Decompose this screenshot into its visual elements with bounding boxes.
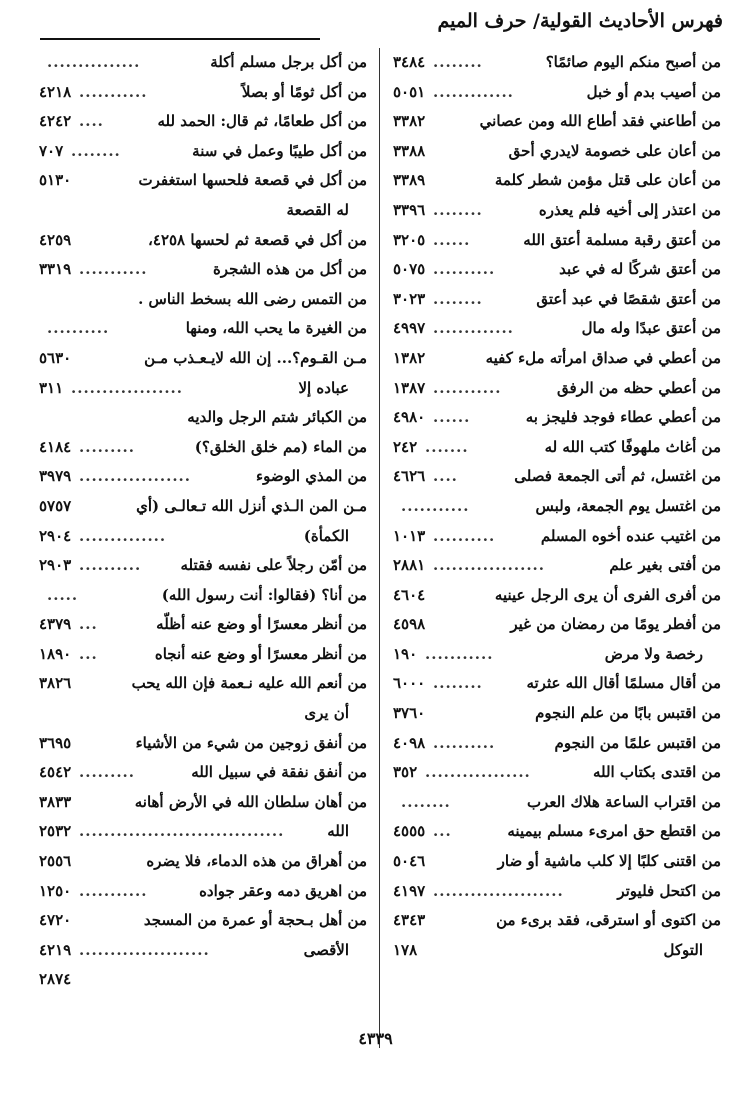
index-entry bbox=[39, 374, 367, 404]
entry-number: ٣٢٠٥ bbox=[393, 230, 426, 249]
entry-dot-leader: ............. bbox=[433, 319, 514, 338]
entry-dot-leader: ........... bbox=[433, 378, 502, 397]
entry-text: من اقتبس بابًا من علم النجوم bbox=[535, 704, 721, 723]
index-entry bbox=[393, 285, 721, 315]
index-entry bbox=[393, 314, 721, 344]
entry-text: من أنفق نفقة في سبيل الله bbox=[191, 763, 367, 782]
index-entry bbox=[39, 492, 367, 522]
index-entry bbox=[393, 581, 721, 611]
entry-text: من أصيب بدم أو خبل bbox=[586, 82, 721, 101]
entry-number: ٣٤٨٤ bbox=[393, 53, 426, 71]
entry-number: ٤٧٢٠ bbox=[39, 911, 72, 930]
entry-text: الله bbox=[327, 822, 349, 841]
entry-number: ٤٢١٩ bbox=[39, 940, 72, 959]
entry-text: من أعان على خصومة لايدري أحق bbox=[508, 141, 721, 160]
entry-number: ١٢٥٠ bbox=[39, 881, 72, 900]
entry-dot-leader: .................. bbox=[433, 556, 545, 575]
index-entry bbox=[393, 699, 721, 729]
entry-text: من اغتيب عنده أخوه المسلم bbox=[540, 526, 721, 545]
entry-number: ٤٦٢٦ bbox=[393, 467, 426, 486]
entry-text: من أفتى بغير علم bbox=[609, 556, 721, 575]
entry-text: من التمس رضى الله بسخط الناس . bbox=[138, 289, 367, 308]
index-entry bbox=[39, 137, 367, 167]
entry-text: من أهراق من هذه الدماء، فلا يضره bbox=[146, 852, 367, 871]
entry-dot-leader: ............... bbox=[47, 53, 141, 71]
entry-text: من اكتوى أو استرقى، فقد برىء من bbox=[496, 911, 721, 930]
entry-text: من اكتحل فليوتر bbox=[617, 881, 721, 900]
entry-text: من أنا؟ (فقالوا: أنت رسول الله) bbox=[161, 585, 367, 604]
left-column bbox=[39, 48, 367, 1048]
entry-dot-leader: ........... bbox=[79, 82, 148, 101]
index-entry bbox=[39, 729, 367, 759]
entry-number: ٤٠٩٨ bbox=[393, 733, 426, 752]
index-entry bbox=[393, 462, 721, 492]
entry-number: ٤١٨٤ bbox=[39, 437, 72, 456]
entry-dot-leader: .................. bbox=[71, 378, 183, 397]
entry-number: ٤٥٥٥ bbox=[393, 822, 426, 841]
entry-number: ٢٤٢ bbox=[393, 437, 418, 456]
entry-number: ٣٩٧٩ bbox=[39, 467, 72, 486]
entry-text: من اغتسل يوم الجمعة، ولبس bbox=[535, 496, 721, 515]
index-entry bbox=[393, 669, 721, 699]
index-entry bbox=[393, 877, 721, 907]
index-entry bbox=[393, 196, 721, 226]
entry-text: من أكل برجل مسلم أكلة bbox=[210, 53, 367, 71]
entry-dot-leader: ...... bbox=[433, 408, 471, 427]
entry-number: ١٠١٣ bbox=[393, 526, 426, 545]
entry-dot-leader: ..................... bbox=[79, 940, 210, 959]
entry-text: من أعتق رقبة مسلمة أعتق الله bbox=[523, 230, 721, 249]
entry-number: ٣٣١٩ bbox=[39, 260, 72, 279]
entry-dot-leader: ........ bbox=[433, 289, 483, 308]
entry-number: ٣٦٩٥ bbox=[39, 733, 72, 752]
entry-text: من أكل طعامًا، ثم قال: الحمد لله bbox=[157, 112, 367, 131]
entry-dot-leader: ... bbox=[79, 615, 98, 634]
entry-dot-leader: .... bbox=[79, 112, 104, 131]
index-entry bbox=[39, 817, 367, 847]
index-entry bbox=[393, 166, 721, 196]
index-entry bbox=[39, 285, 367, 315]
entry-text: من اقتراب الساعة هلاك العرب bbox=[526, 792, 721, 811]
entry-text: من أقال مسلمًا أقال الله عثرته bbox=[526, 674, 721, 693]
entry-dot-leader: .......... bbox=[433, 526, 496, 545]
index-entry bbox=[393, 137, 721, 167]
entry-number: ٣٣٨٨ bbox=[393, 141, 426, 160]
entry-number: ٦٠٠٠ bbox=[393, 674, 426, 693]
entry-dot-leader: .......... bbox=[433, 260, 496, 279]
index-entry bbox=[39, 699, 367, 729]
right-column bbox=[393, 48, 721, 1048]
entry-text: من أنظر معسرًا أو وضع عنه أظلّه bbox=[156, 615, 367, 634]
entry-text: من أعتق عبدًا وله مال bbox=[581, 319, 721, 338]
entry-number: ٥١٣٠ bbox=[39, 171, 72, 190]
index-entry bbox=[393, 403, 721, 433]
index-entry bbox=[39, 965, 367, 995]
entry-number: ٢٥٣٢ bbox=[39, 822, 72, 841]
entry-number: ٤٩٨٠ bbox=[393, 408, 426, 427]
entry-text: من أكل ثومًا أو بصلاً bbox=[241, 82, 367, 101]
index-entry bbox=[393, 788, 721, 818]
index-entry bbox=[393, 374, 721, 404]
entry-number: ٢٩٠٣ bbox=[39, 556, 72, 575]
entry-text: من اقتدى بكتاب الله bbox=[592, 763, 721, 782]
entry-dot-leader: .......... bbox=[433, 733, 496, 752]
entry-dot-leader: ........ bbox=[433, 53, 483, 71]
entry-number: ٤٥٩٨ bbox=[393, 615, 426, 634]
entry-text: مـن القـوم؟... إن الله لايـعـذب مـن bbox=[144, 348, 367, 367]
index-entry bbox=[39, 107, 367, 137]
entry-text: من اقتبس علمًا من النجوم bbox=[554, 733, 721, 752]
index-entry bbox=[393, 226, 721, 256]
entry-text: من أكل من هذه الشجرة bbox=[212, 260, 367, 279]
entry-text: من أغاث ملهوفًا كتب الله له bbox=[544, 437, 721, 456]
index-entry bbox=[39, 610, 367, 640]
column-divider bbox=[379, 48, 380, 1048]
entry-number: ٥٦٣٠ bbox=[39, 348, 72, 367]
entry-text: من أعطي في صداق امرأته ملء كفيه bbox=[485, 348, 721, 367]
entry-text: له القصعة bbox=[286, 200, 349, 219]
entry-text: من أنظر معسرًا أو وضع عنه أنجاه bbox=[154, 644, 367, 663]
entry-dot-leader: ................................. bbox=[79, 822, 285, 841]
entry-dot-leader: .......... bbox=[47, 319, 110, 338]
entry-number: ١٣٨٢ bbox=[393, 348, 426, 367]
entry-number: ٤٦٠٤ bbox=[393, 585, 426, 604]
index-entry bbox=[393, 758, 721, 788]
index-entry bbox=[393, 936, 721, 966]
entry-dot-leader: ..................... bbox=[433, 881, 564, 900]
entry-number: ٤٢٤٢ bbox=[39, 112, 72, 131]
entry-text: من الغيرة ما يحب الله، ومنها bbox=[185, 319, 367, 338]
entry-number: ٣٣٨٩ bbox=[393, 171, 426, 190]
entry-text: من الماء (مم خلق الخلق؟) bbox=[194, 437, 367, 456]
index-entry bbox=[39, 847, 367, 877]
entry-dot-leader: ........ bbox=[71, 141, 121, 160]
entry-text: من أعطي عطاء فوجد فليجز به bbox=[525, 408, 721, 427]
index-entry bbox=[39, 788, 367, 818]
entry-text: من أنفق زوجين من شيء من الأشياء bbox=[135, 733, 367, 752]
index-entry bbox=[393, 817, 721, 847]
index-entry bbox=[39, 551, 367, 581]
entry-number: ٥٠٤٦ bbox=[393, 852, 426, 871]
index-entry bbox=[39, 936, 367, 966]
index-entry bbox=[393, 610, 721, 640]
index-entry bbox=[393, 492, 721, 522]
entry-text: مـن المن الـذي أنزل الله تـعالـى (أي bbox=[136, 496, 367, 515]
entry-number: ١٨٩٠ bbox=[39, 644, 72, 663]
index-entry bbox=[39, 166, 367, 196]
entry-dot-leader: .................. bbox=[79, 467, 191, 486]
entry-dot-leader: ................. bbox=[425, 763, 531, 782]
index-entry bbox=[393, 640, 721, 670]
entry-text: من أفرى الفرى أن يرى الرجل عينيه bbox=[494, 585, 721, 604]
entry-text: من أعتق شركًا له في عبد bbox=[559, 260, 721, 279]
entry-text: من أهان سلطان الله في الأرض أهانه bbox=[134, 792, 367, 811]
index-entry bbox=[39, 462, 367, 492]
index-entry bbox=[393, 344, 721, 374]
entry-text: من اهريق دمه وعقر جواده bbox=[199, 881, 367, 900]
entry-dot-leader: ........ bbox=[401, 792, 451, 811]
entry-number: ٢٨٧٤ bbox=[39, 970, 72, 989]
entry-text: الأقصى bbox=[303, 940, 349, 959]
index-entry bbox=[39, 344, 367, 374]
entry-dot-leader: ......... bbox=[79, 763, 135, 782]
entry-text: الكمأة) bbox=[303, 526, 349, 545]
entry-text: عباده إلا bbox=[298, 378, 349, 397]
entry-number: ٣٨٣٣ bbox=[39, 792, 72, 811]
index-entry bbox=[39, 522, 367, 552]
entry-text: من الكبائر شتم الرجل والديه bbox=[187, 408, 367, 427]
entry-number: ٣٥٢ bbox=[393, 763, 418, 782]
entry-number: ٢٩٠٤ bbox=[39, 526, 72, 545]
header-rule bbox=[40, 38, 320, 40]
index-entry bbox=[393, 551, 721, 581]
entry-number: ٥٠٧٥ bbox=[393, 260, 426, 279]
entry-dot-leader: ............. bbox=[433, 82, 514, 101]
entry-number: ٥٠٥١ bbox=[393, 82, 426, 101]
index-entry bbox=[393, 48, 721, 78]
index-columns bbox=[39, 48, 721, 1048]
entry-dot-leader: ........... bbox=[79, 260, 148, 279]
entry-text: أن يرى bbox=[304, 704, 349, 723]
entry-dot-leader: ........... bbox=[425, 644, 494, 663]
entry-text: من اغتسل، ثم أتى الجمعة فصلى bbox=[514, 467, 721, 486]
page-header bbox=[40, 8, 723, 44]
entry-number: ٣٨٢٦ bbox=[39, 674, 72, 693]
entry-number: ٣٣٨٢ bbox=[393, 112, 426, 131]
index-entry bbox=[39, 78, 367, 108]
index-entry bbox=[39, 314, 367, 344]
index-entry bbox=[39, 226, 367, 256]
entry-text: من أكل طيبًا وعمل في سنة bbox=[192, 141, 367, 160]
entry-dot-leader: ........ bbox=[433, 200, 483, 219]
entry-text: من أعان على قتل مؤمن شطر كلمة bbox=[494, 171, 721, 190]
entry-dot-leader: ......... bbox=[79, 437, 135, 456]
entry-number: ٣٣٩٦ bbox=[393, 200, 426, 219]
entry-text: من أصبح منكم اليوم صائمًا؟ bbox=[545, 53, 721, 71]
entry-number: ٢٥٥٦ bbox=[39, 852, 72, 871]
entry-number: ٥٧٥٧ bbox=[39, 496, 72, 515]
entry-dot-leader: ... bbox=[433, 822, 452, 841]
entry-number: ٤٣٧٩ bbox=[39, 615, 72, 634]
index-entry bbox=[39, 877, 367, 907]
entry-number: ١٣٨٧ bbox=[393, 378, 426, 397]
index-entry bbox=[39, 906, 367, 936]
index-entry bbox=[39, 669, 367, 699]
entry-number: ٤٢٥٩ bbox=[39, 230, 72, 249]
entry-dot-leader: ........... bbox=[79, 881, 148, 900]
entry-number: ٤٣٤٣ bbox=[393, 911, 426, 930]
entry-dot-leader: .... bbox=[433, 467, 458, 486]
entry-dot-leader: ... bbox=[79, 644, 98, 663]
entry-text: من أكل في قصعة ثم لحسها ٤٢٥٨، bbox=[148, 230, 367, 249]
entry-text: من أعتق شقصًا في عبد أعتق bbox=[536, 289, 721, 308]
index-entry bbox=[393, 729, 721, 759]
index-entry bbox=[39, 758, 367, 788]
index-entry bbox=[393, 433, 721, 463]
entry-text: من أمّن رجلاً على نفسه فقتله bbox=[180, 556, 367, 575]
entry-text: من أكل في قصعة فلحسها استغفرت bbox=[138, 171, 367, 190]
index-entry bbox=[393, 78, 721, 108]
entry-dot-leader: ........ bbox=[433, 674, 483, 693]
entry-text: رخصة ولا مرض bbox=[604, 644, 703, 663]
index-entry bbox=[39, 640, 367, 670]
entry-dot-leader: ...... bbox=[433, 230, 471, 249]
index-entry bbox=[39, 581, 367, 611]
index-entry bbox=[393, 255, 721, 285]
entry-number: ٢٨٨١ bbox=[393, 556, 426, 575]
entry-number: ١٩٠ bbox=[393, 644, 418, 663]
entry-text: من اقتطع حق امرىء مسلم بيمينه bbox=[507, 822, 721, 841]
entry-text: التوكل bbox=[663, 940, 703, 959]
index-entry bbox=[393, 847, 721, 877]
entry-text: من أطاعني فقد أطاع الله ومن عصاني bbox=[479, 112, 721, 131]
entry-number: ٧٠٧ bbox=[39, 141, 64, 160]
entry-number: ٤٢١٨ bbox=[39, 82, 72, 101]
entry-number: ٣٧٦٠ bbox=[393, 704, 426, 723]
entry-dot-leader: ..... bbox=[47, 585, 79, 604]
index-entry bbox=[393, 522, 721, 552]
entry-text: من أفطر يومًا من رمضان من غير bbox=[510, 615, 721, 634]
entry-dot-leader: .............. bbox=[79, 526, 167, 545]
index-entry bbox=[39, 255, 367, 285]
index-entry bbox=[393, 107, 721, 137]
entry-number: ٤٥٤٢ bbox=[39, 763, 72, 782]
entry-number: ٤٩٩٧ bbox=[393, 319, 426, 338]
entry-number: ٣١١ bbox=[39, 378, 64, 397]
entry-text: من اعتذر إلى أخيه فلم يعذره bbox=[538, 200, 721, 219]
index-entry bbox=[39, 403, 367, 433]
index-entry bbox=[39, 433, 367, 463]
entry-text: من أهل بـحجة أو عمرة من المسجد bbox=[143, 911, 367, 930]
entry-text: من المذي الوضوء bbox=[256, 467, 367, 486]
entry-number: ٤١٩٧ bbox=[393, 881, 426, 900]
entry-dot-leader: ........... bbox=[401, 496, 470, 515]
entry-number: ١٧٨ bbox=[393, 940, 418, 959]
entry-dot-leader: .......... bbox=[79, 556, 142, 575]
index-entry bbox=[393, 906, 721, 936]
page-number: ٤٣٣٩ bbox=[358, 1029, 393, 1048]
header-title: فهرس الأحاديث القولية/ حرف الميم bbox=[437, 10, 723, 32]
entry-dot-leader: ....... bbox=[425, 437, 469, 456]
entry-text: من اقتنى كلبًا إلا كلب ماشية أو ضار bbox=[497, 852, 721, 871]
index-entry bbox=[39, 196, 367, 226]
entry-text: من أعطي حظه من الرفق bbox=[556, 378, 721, 397]
entry-number: ٣٠٢٣ bbox=[393, 289, 426, 308]
entry-text: من أنعم الله عليه نـعمة فإن الله يحب bbox=[131, 674, 367, 693]
index-entry bbox=[39, 48, 367, 78]
